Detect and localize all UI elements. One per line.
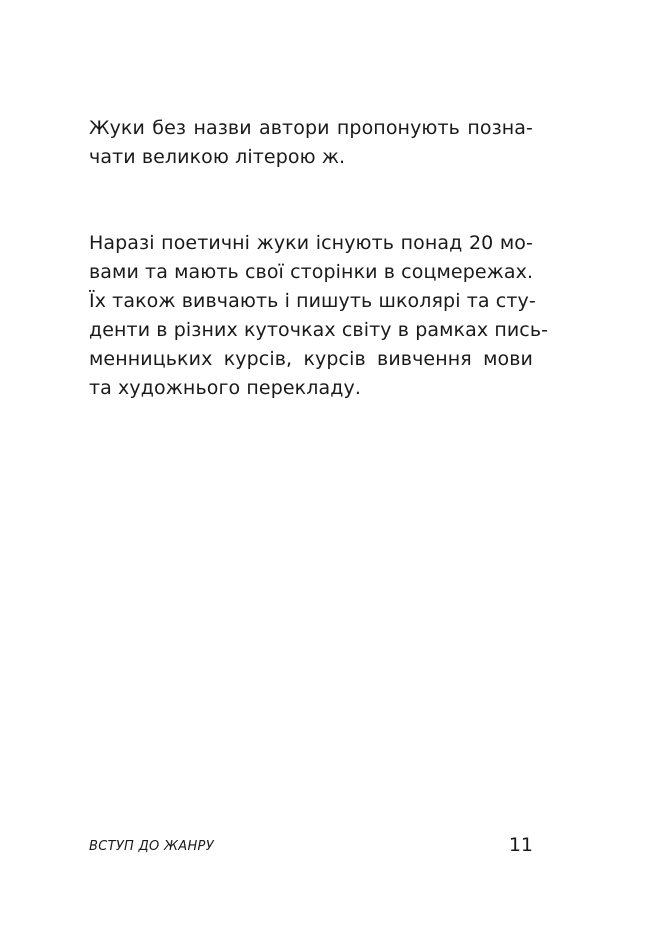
text-line: вами та мають свої сторінки в соцмережах. <box>89 261 534 283</box>
page-number: 11 <box>508 834 533 856</box>
text-line: Наразі поетичні жуки існують понад 20 мо- <box>89 232 533 254</box>
text-line: та художнього перекладу. <box>89 377 361 399</box>
text-line: Їх також вивчають і пишуть школярі та сту- <box>89 290 536 312</box>
paragraph-1 <box>89 114 533 172</box>
text-line: Жуки без назви автори пропонують позна- <box>89 117 533 139</box>
text-line: чати великою літерою ж. <box>89 146 346 168</box>
paragraph-2 <box>89 229 549 403</box>
text-line: денти в різних куточках світу в рамках пись- <box>89 319 549 341</box>
text-line: менницьких курсів, курсів вивчення мови <box>89 348 533 370</box>
running-footer-title: ВСТУП ДО ЖАНРУ <box>89 839 214 854</box>
